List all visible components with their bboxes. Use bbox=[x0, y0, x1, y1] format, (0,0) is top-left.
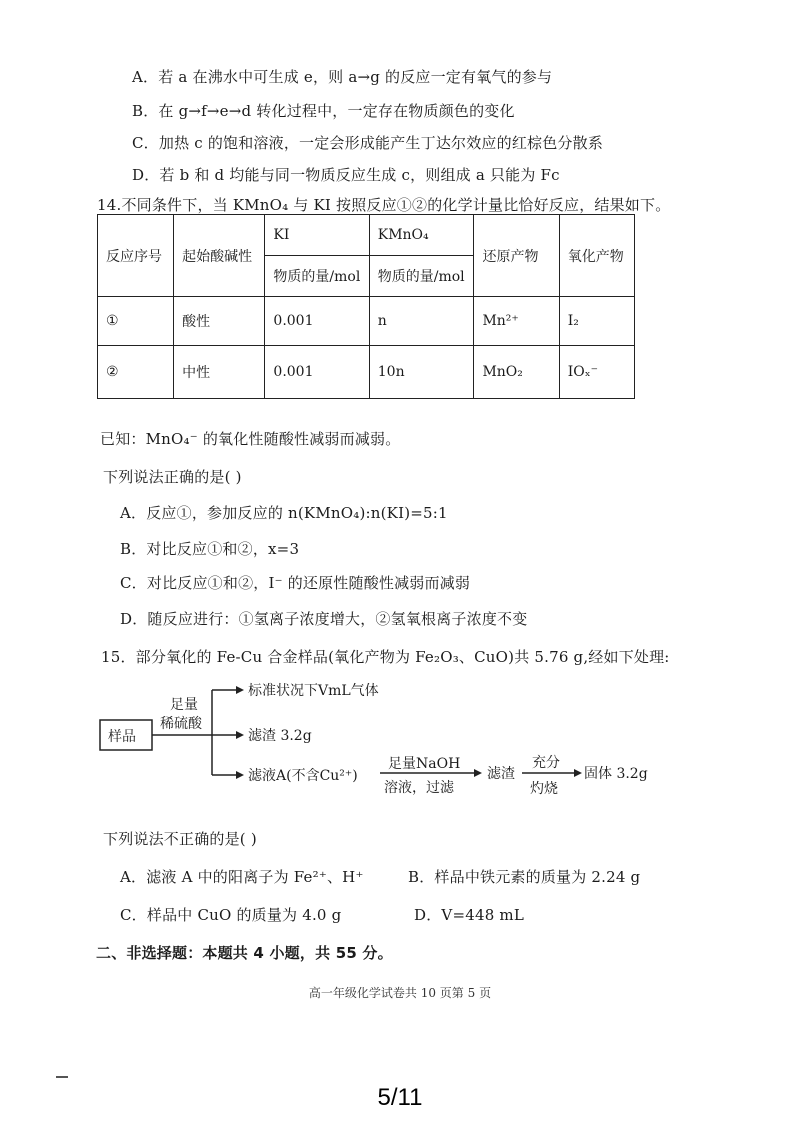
cell-ki: 0.001 bbox=[265, 346, 369, 399]
q15-option-c: C．样品中 CuO 的质量为 4.0 g bbox=[120, 906, 342, 924]
header-kmno4: KMnO₄ bbox=[369, 215, 474, 256]
q14-option-b: B．对比反应①和②，x=3 bbox=[120, 540, 300, 558]
cell-reduction: Mn²⁺ bbox=[474, 297, 559, 346]
cell-ki: 0.001 bbox=[265, 297, 369, 346]
cell-oxidation: IOₓ⁻ bbox=[559, 346, 634, 399]
q13-option-d: D．若 b 和 d 均能与同一物质反应生成 c，则组成 a 只能为 Fc bbox=[132, 166, 560, 184]
filter-residue: 滤渣 bbox=[487, 766, 515, 782]
cell-reduction: MnO₂ bbox=[474, 346, 559, 399]
table-row bbox=[98, 297, 635, 346]
q15-option-a: A．滤液 A 中的阳离子为 Fe²⁺、H⁺ bbox=[120, 868, 364, 886]
header-ki-amount: 物质的量/mol bbox=[265, 256, 369, 297]
step2-bottom: 灼烧 bbox=[530, 781, 558, 797]
q15-option-d: D．V=448 mL bbox=[414, 906, 525, 924]
q14-option-d: D．随反应进行：①氢离子浓度增大，②氢氧根离子浓度不变 bbox=[120, 610, 528, 628]
page-footer: 高一年级化学试卷共 10 页第 5 页 bbox=[308, 986, 492, 1000]
q14-option-a: A．反应①，参加反应的 n(KMnO₄):n(KI)=5:1 bbox=[120, 504, 448, 522]
q14-stem: 14.不同条件下，当 KMnO₄ 与 KI 按照反应①②的化学计量比恰好反应，结果如下。 bbox=[97, 196, 671, 214]
q14-known: 已知：MnO₄⁻ 的氧化性随酸性减弱而减弱。 bbox=[100, 430, 401, 448]
q15-option-b: B．样品中铁元素的质量为 2.24 g bbox=[408, 868, 641, 886]
q15-stem: 15．部分氧化的 Fe-Cu 合金样品(氧化产物为 Fe₂O₃、CuO)共 5.76 g,经如下处理: bbox=[101, 648, 670, 666]
q14-ask: 下列说法正确的是( ) bbox=[103, 468, 242, 486]
section-heading: 二、非选择题：本题共 4 小题，共 55 分。 bbox=[96, 944, 393, 962]
residue-output: 滤渣 3.2g bbox=[248, 728, 312, 744]
header-reduction-product: 还原产物 bbox=[474, 215, 559, 297]
arrow-icon bbox=[236, 771, 244, 779]
reaction-table bbox=[97, 214, 635, 399]
q15-ask: 下列说法不正确的是( ) bbox=[103, 830, 257, 848]
step2-top: 充分 bbox=[532, 755, 560, 771]
cell-order: ② bbox=[98, 346, 174, 399]
q14-option-c: C．对比反应①和②，I⁻ 的还原性随酸性减弱而减弱 bbox=[120, 574, 471, 592]
arrow-icon bbox=[474, 769, 482, 777]
solid-product: 固体 3.2g bbox=[584, 766, 648, 782]
header-kmno4-amount: 物质的量/mol bbox=[369, 256, 474, 297]
filtrate-a-output: 滤液A(不含Cu²⁺) bbox=[248, 768, 358, 784]
sample-label: 样品 bbox=[108, 729, 136, 745]
step1-reagent: 足量NaOH bbox=[388, 756, 461, 772]
q13-option-c: C．加热 c 的饱和溶液，一定会形成能产生丁达尔效应的红棕色分散系 bbox=[132, 134, 604, 152]
reagent-label-2: 稀硫酸 bbox=[160, 716, 202, 732]
step1-condition: 溶液，过滤 bbox=[384, 780, 454, 796]
cell-kmno4: n bbox=[369, 297, 474, 346]
cell-oxidation: I₂ bbox=[559, 297, 634, 346]
arrow-icon bbox=[236, 731, 244, 739]
q13-option-a: A．若 a 在沸水中可生成 e，则 a→g 的反应一定有氧气的参与 bbox=[132, 68, 553, 86]
cell-acidity: 酸性 bbox=[174, 297, 265, 346]
arrow-icon bbox=[236, 686, 244, 694]
scan-mark bbox=[56, 1076, 68, 1078]
header-initial-acidity: 起始酸碱性 bbox=[174, 215, 265, 297]
q13-option-b: B．在 g→f→e→d 转化过程中，一定存在物质颜色的变化 bbox=[132, 102, 515, 120]
page-number: 5/11 bbox=[377, 1084, 423, 1111]
cell-acidity: 中性 bbox=[174, 346, 265, 399]
gas-output: 标准状况下VmL气体 bbox=[248, 683, 379, 699]
header-reaction-order: 反应序号 bbox=[98, 215, 174, 297]
header-oxidation-product: 氧化产物 bbox=[559, 215, 634, 297]
cell-order: ① bbox=[98, 297, 174, 346]
cell-kmno4: 10n bbox=[369, 346, 474, 399]
header-ki: KI bbox=[265, 215, 369, 256]
arrow-icon bbox=[574, 769, 582, 777]
table-row bbox=[98, 346, 635, 399]
reagent-label-1: 足量 bbox=[170, 697, 198, 713]
sample-box bbox=[100, 720, 152, 750]
